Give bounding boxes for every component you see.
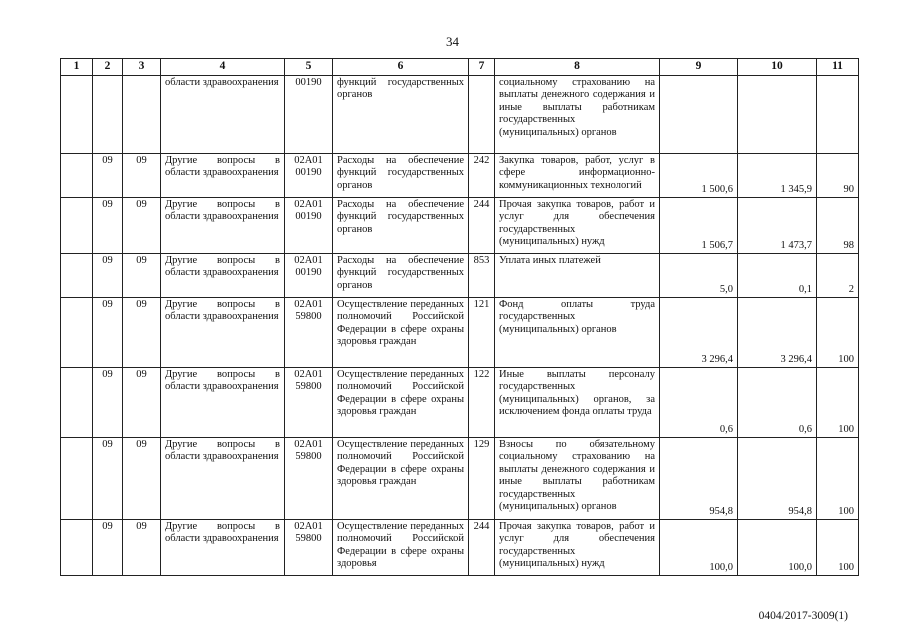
cell-col-4: Другие вопросы в области здравоохранения xyxy=(161,368,285,438)
column-header-11: 11 xyxy=(817,59,859,76)
cell-col-1 xyxy=(61,298,93,368)
cell-col-9: 3 296,4 xyxy=(660,298,738,368)
column-header-2: 2 xyxy=(93,59,123,76)
cell-col-2: 09 xyxy=(93,298,123,368)
cell-col-1 xyxy=(61,520,93,576)
column-header-1: 1 xyxy=(61,59,93,76)
cell-col-7: 122 xyxy=(469,368,495,438)
cell-col-5: 02А01 59800 xyxy=(285,298,333,368)
cell-col-2: 09 xyxy=(93,368,123,438)
cell-col-8: социальному страхованию на выплаты денежного содержания и иные выплаты работникам государственных (муниципальных) органов xyxy=(495,76,660,154)
cell-col-2: 09 xyxy=(93,198,123,254)
column-header-3: 3 xyxy=(123,59,161,76)
table-row xyxy=(61,76,859,154)
cell-col-2: 09 xyxy=(93,254,123,298)
cell-col-8: Иные выплаты персоналу государственных (муниципальных) органов, за исключением фонда оплаты труда xyxy=(495,368,660,438)
cell-col-5: 02А01 00190 xyxy=(285,198,333,254)
cell-col-5: 02А01 59800 xyxy=(285,520,333,576)
cell-col-10: 100,0 xyxy=(738,520,817,576)
cell-col-5: 02А01 00190 xyxy=(285,254,333,298)
cell-col-9: 954,8 xyxy=(660,438,738,520)
column-header-4: 4 xyxy=(161,59,285,76)
cell-col-8: Прочая закупка товаров, работ и услуг для обеспечения государственных (муниципальных) нужд xyxy=(495,198,660,254)
cell-col-7: 244 xyxy=(469,520,495,576)
table-row xyxy=(61,368,859,438)
column-header-7: 7 xyxy=(469,59,495,76)
cell-col-9: 1 506,7 xyxy=(660,198,738,254)
cell-col-3 xyxy=(123,76,161,154)
cell-col-10: 1 473,7 xyxy=(738,198,817,254)
cell-col-3: 09 xyxy=(123,520,161,576)
cell-col-3: 09 xyxy=(123,198,161,254)
cell-col-5: 00190 xyxy=(285,76,333,154)
cell-col-10 xyxy=(738,76,817,154)
page-number: 34 xyxy=(446,34,459,49)
cell-col-3: 09 xyxy=(123,254,161,298)
cell-col-7: 244 xyxy=(469,198,495,254)
cell-col-7: 242 xyxy=(469,154,495,198)
column-header-9: 9 xyxy=(660,59,738,76)
cell-col-10: 3 296,4 xyxy=(738,298,817,368)
cell-col-4: Другие вопросы в области здравоохранения xyxy=(161,254,285,298)
cell-col-6: Расходы на обеспечение функций государственных органов xyxy=(333,198,469,254)
budget-table xyxy=(60,58,859,576)
cell-col-11: 98 xyxy=(817,198,859,254)
cell-col-7: 121 xyxy=(469,298,495,368)
cell-col-10: 0,1 xyxy=(738,254,817,298)
cell-col-9: 5,0 xyxy=(660,254,738,298)
table-row xyxy=(61,254,859,298)
cell-col-4: Другие вопросы в области здравоохранения xyxy=(161,154,285,198)
cell-col-11: 90 xyxy=(817,154,859,198)
table-row xyxy=(61,438,859,520)
cell-col-8: Уплата иных платежей xyxy=(495,254,660,298)
cell-col-3: 09 xyxy=(123,368,161,438)
cell-col-2 xyxy=(93,76,123,154)
cell-col-6: Осуществление переданных полномочий Российской Федерации в сфере охраны здоровья граждан xyxy=(333,298,469,368)
cell-col-5: 02А01 59800 xyxy=(285,368,333,438)
table-row xyxy=(61,298,859,368)
cell-col-3: 09 xyxy=(123,298,161,368)
table-header-row xyxy=(61,59,859,76)
cell-col-6: Расходы на обеспечение функций государственных органов xyxy=(333,254,469,298)
cell-col-9: 100,0 xyxy=(660,520,738,576)
cell-col-10: 0,6 xyxy=(738,368,817,438)
cell-col-4: Другие вопросы в области здравоохранения xyxy=(161,520,285,576)
column-header-8: 8 xyxy=(495,59,660,76)
cell-col-10: 954,8 xyxy=(738,438,817,520)
cell-col-7 xyxy=(469,76,495,154)
cell-col-11 xyxy=(817,76,859,154)
cell-col-6: функций государственных органов xyxy=(333,76,469,154)
table-row xyxy=(61,520,859,576)
cell-col-4: Другие вопросы в области здравоохранения xyxy=(161,198,285,254)
cell-col-9 xyxy=(660,76,738,154)
cell-col-10: 1 345,9 xyxy=(738,154,817,198)
cell-col-9: 1 500,6 xyxy=(660,154,738,198)
cell-col-11: 100 xyxy=(817,298,859,368)
cell-col-11: 2 xyxy=(817,254,859,298)
column-header-10: 10 xyxy=(738,59,817,76)
cell-col-1 xyxy=(61,76,93,154)
table-row xyxy=(61,198,859,254)
cell-col-4: области здравоохранения xyxy=(161,76,285,154)
cell-col-11: 100 xyxy=(817,520,859,576)
cell-col-8: Прочая закупка товаров, работ и услуг для обеспечения государственных (муниципальных) нужд xyxy=(495,520,660,576)
cell-col-3: 09 xyxy=(123,154,161,198)
cell-col-2: 09 xyxy=(93,438,123,520)
cell-col-1 xyxy=(61,368,93,438)
cell-col-4: Другие вопросы в области здравоохранения xyxy=(161,298,285,368)
table-row xyxy=(61,154,859,198)
cell-col-2: 09 xyxy=(93,154,123,198)
cell-col-5: 02А01 59800 xyxy=(285,438,333,520)
cell-col-6: Расходы на обеспечение функций государственных органов xyxy=(333,154,469,198)
column-header-5: 5 xyxy=(285,59,333,76)
cell-col-5: 02А01 00190 xyxy=(285,154,333,198)
cell-col-8: Взносы по обязательному социальному страхованию на выплаты денежного содержания и иные выплаты работникам государственных (муниципальных) органов xyxy=(495,438,660,520)
cell-col-1 xyxy=(61,438,93,520)
cell-col-8: Фонд оплаты труда государственных (муниципальных) органов xyxy=(495,298,660,368)
column-header-6: 6 xyxy=(333,59,469,76)
cell-col-1 xyxy=(61,198,93,254)
cell-col-6: Осуществление переданных полномочий Российской Федерации в сфере охраны здоровья граждан xyxy=(333,438,469,520)
cell-col-6: Осуществление переданных полномочий Российской Федерации в сфере охраны здоровья граждан xyxy=(333,368,469,438)
cell-col-7: 853 xyxy=(469,254,495,298)
cell-col-3: 09 xyxy=(123,438,161,520)
cell-col-7: 129 xyxy=(469,438,495,520)
cell-col-11: 100 xyxy=(817,438,859,520)
cell-col-6: Осуществление переданных полномочий Российской Федерации в сфере охраны здоровья xyxy=(333,520,469,576)
cell-col-8: Закупка товаров, работ, услуг в сфере информационно-коммуникационных технологий xyxy=(495,154,660,198)
cell-col-1 xyxy=(61,254,93,298)
cell-col-2: 09 xyxy=(93,520,123,576)
cell-col-1 xyxy=(61,154,93,198)
document-code: 0404/2017-3009(1) xyxy=(758,610,848,622)
cell-col-9: 0,6 xyxy=(660,368,738,438)
cell-col-4: Другие вопросы в области здравоохранения xyxy=(161,438,285,520)
cell-col-11: 100 xyxy=(817,368,859,438)
